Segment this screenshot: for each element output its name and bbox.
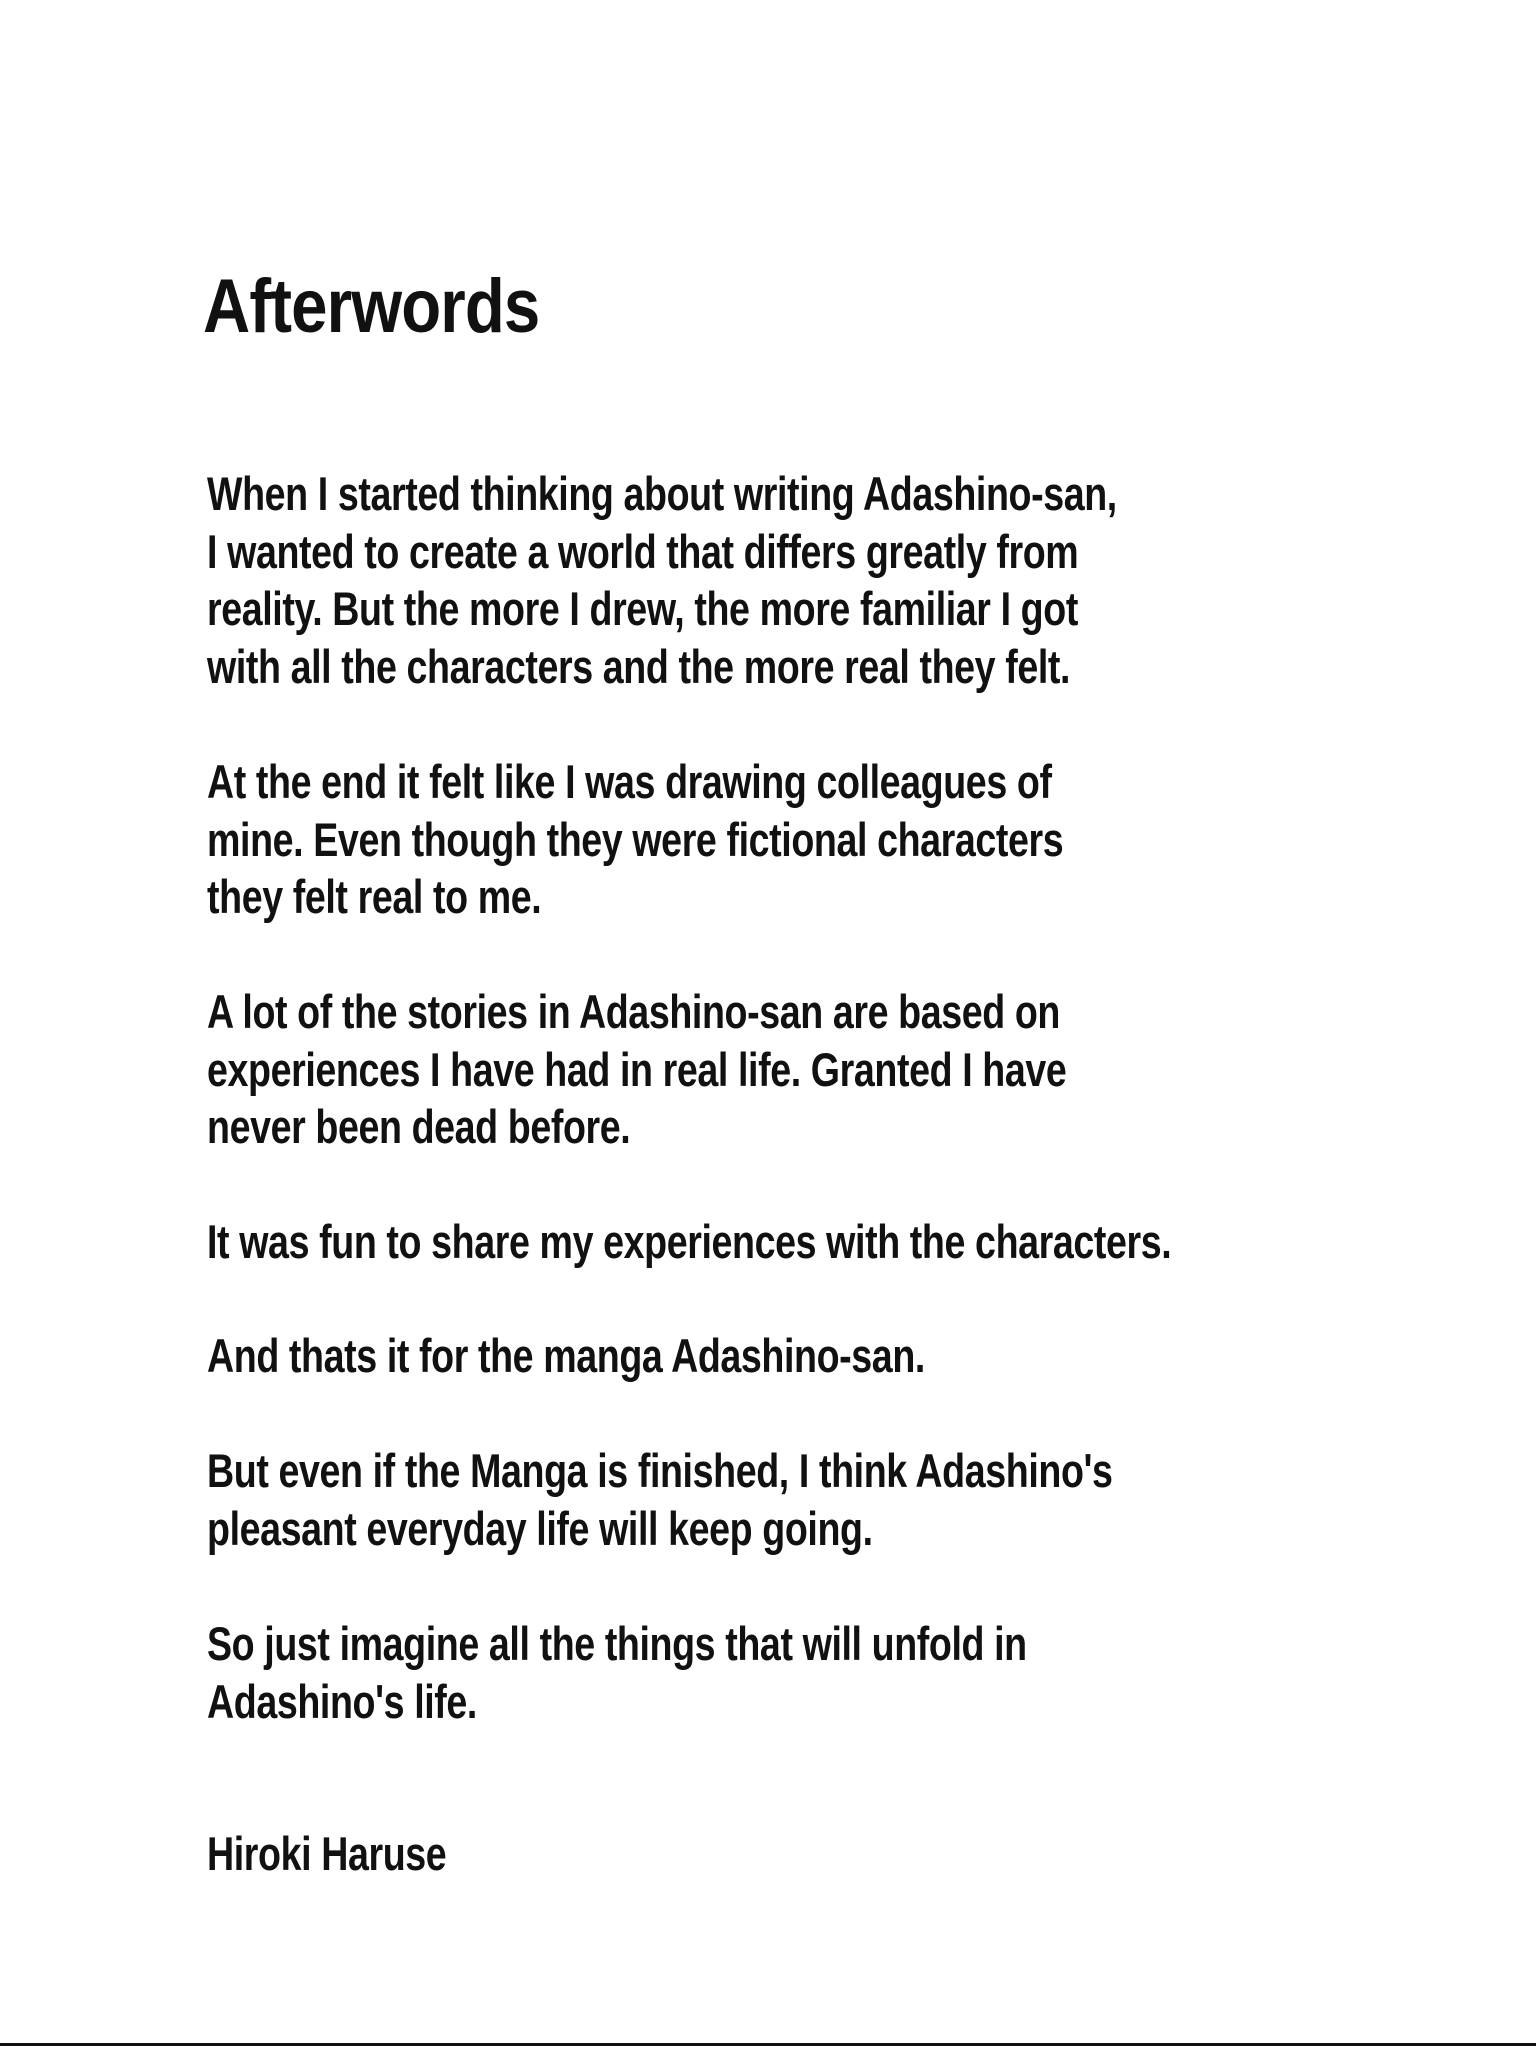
paragraph-3-line-3: never been dead before. — [207, 1100, 631, 1153]
paragraph-3-line-2: experiences I have had in real life. Granted I have — [207, 1042, 1067, 1096]
paragraph-1-line-3: reality. But the more I drew, the more familiar I got — [207, 582, 1078, 635]
paragraph-1-line-2: I wanted to create a world that differs greatly from — [207, 524, 1079, 578]
paragraph-4-line-1: It was fun to share my experiences with the characters. — [207, 1215, 1172, 1268]
bottom-rule — [0, 2043, 1536, 2046]
paragraph-1 — [207, 465, 1117, 695]
paragraph-5 — [207, 1327, 925, 1385]
paragraph-6-line-2: pleasant everyday life will keep going. — [207, 1501, 873, 1555]
paragraph-2 — [207, 753, 1063, 926]
paragraph-4 — [207, 1213, 1171, 1271]
paragraph-2-line-1: At the end it felt like I was drawing colleagues of — [207, 755, 1052, 808]
paragraph-3 — [207, 983, 1066, 1156]
signature — [207, 1825, 446, 1883]
paragraph-7-line-1: So just imagine all the things that will unfold in — [207, 1617, 1027, 1670]
paragraph-1-line-4: with all the characters and the more real they felt. — [207, 639, 1071, 693]
paragraph-7-line-2: Adashino's life. — [207, 1674, 477, 1728]
paragraph-1-line-1: When I started thinking about writing Adashino-san, — [207, 467, 1117, 520]
paragraph-2-line-2: mine. Even though they were fictional characters — [207, 812, 1064, 866]
paragraph-6-line-1: But even if the Manga is finished, I think Adashino's — [207, 1444, 1113, 1497]
paragraph-7 — [207, 1615, 1027, 1730]
paragraph-5-line-1: And thats it for the manga Adashino-san. — [207, 1329, 925, 1382]
page-title: Afterwords — [203, 264, 540, 349]
paragraph-3-line-1: A lot of the stories in Adashino-san are based on — [207, 985, 1060, 1038]
paragraph-6 — [207, 1442, 1113, 1557]
signature-name: Hiroki Haruse — [207, 1827, 447, 1880]
paragraph-2-line-3: they felt real to me. — [207, 870, 542, 923]
